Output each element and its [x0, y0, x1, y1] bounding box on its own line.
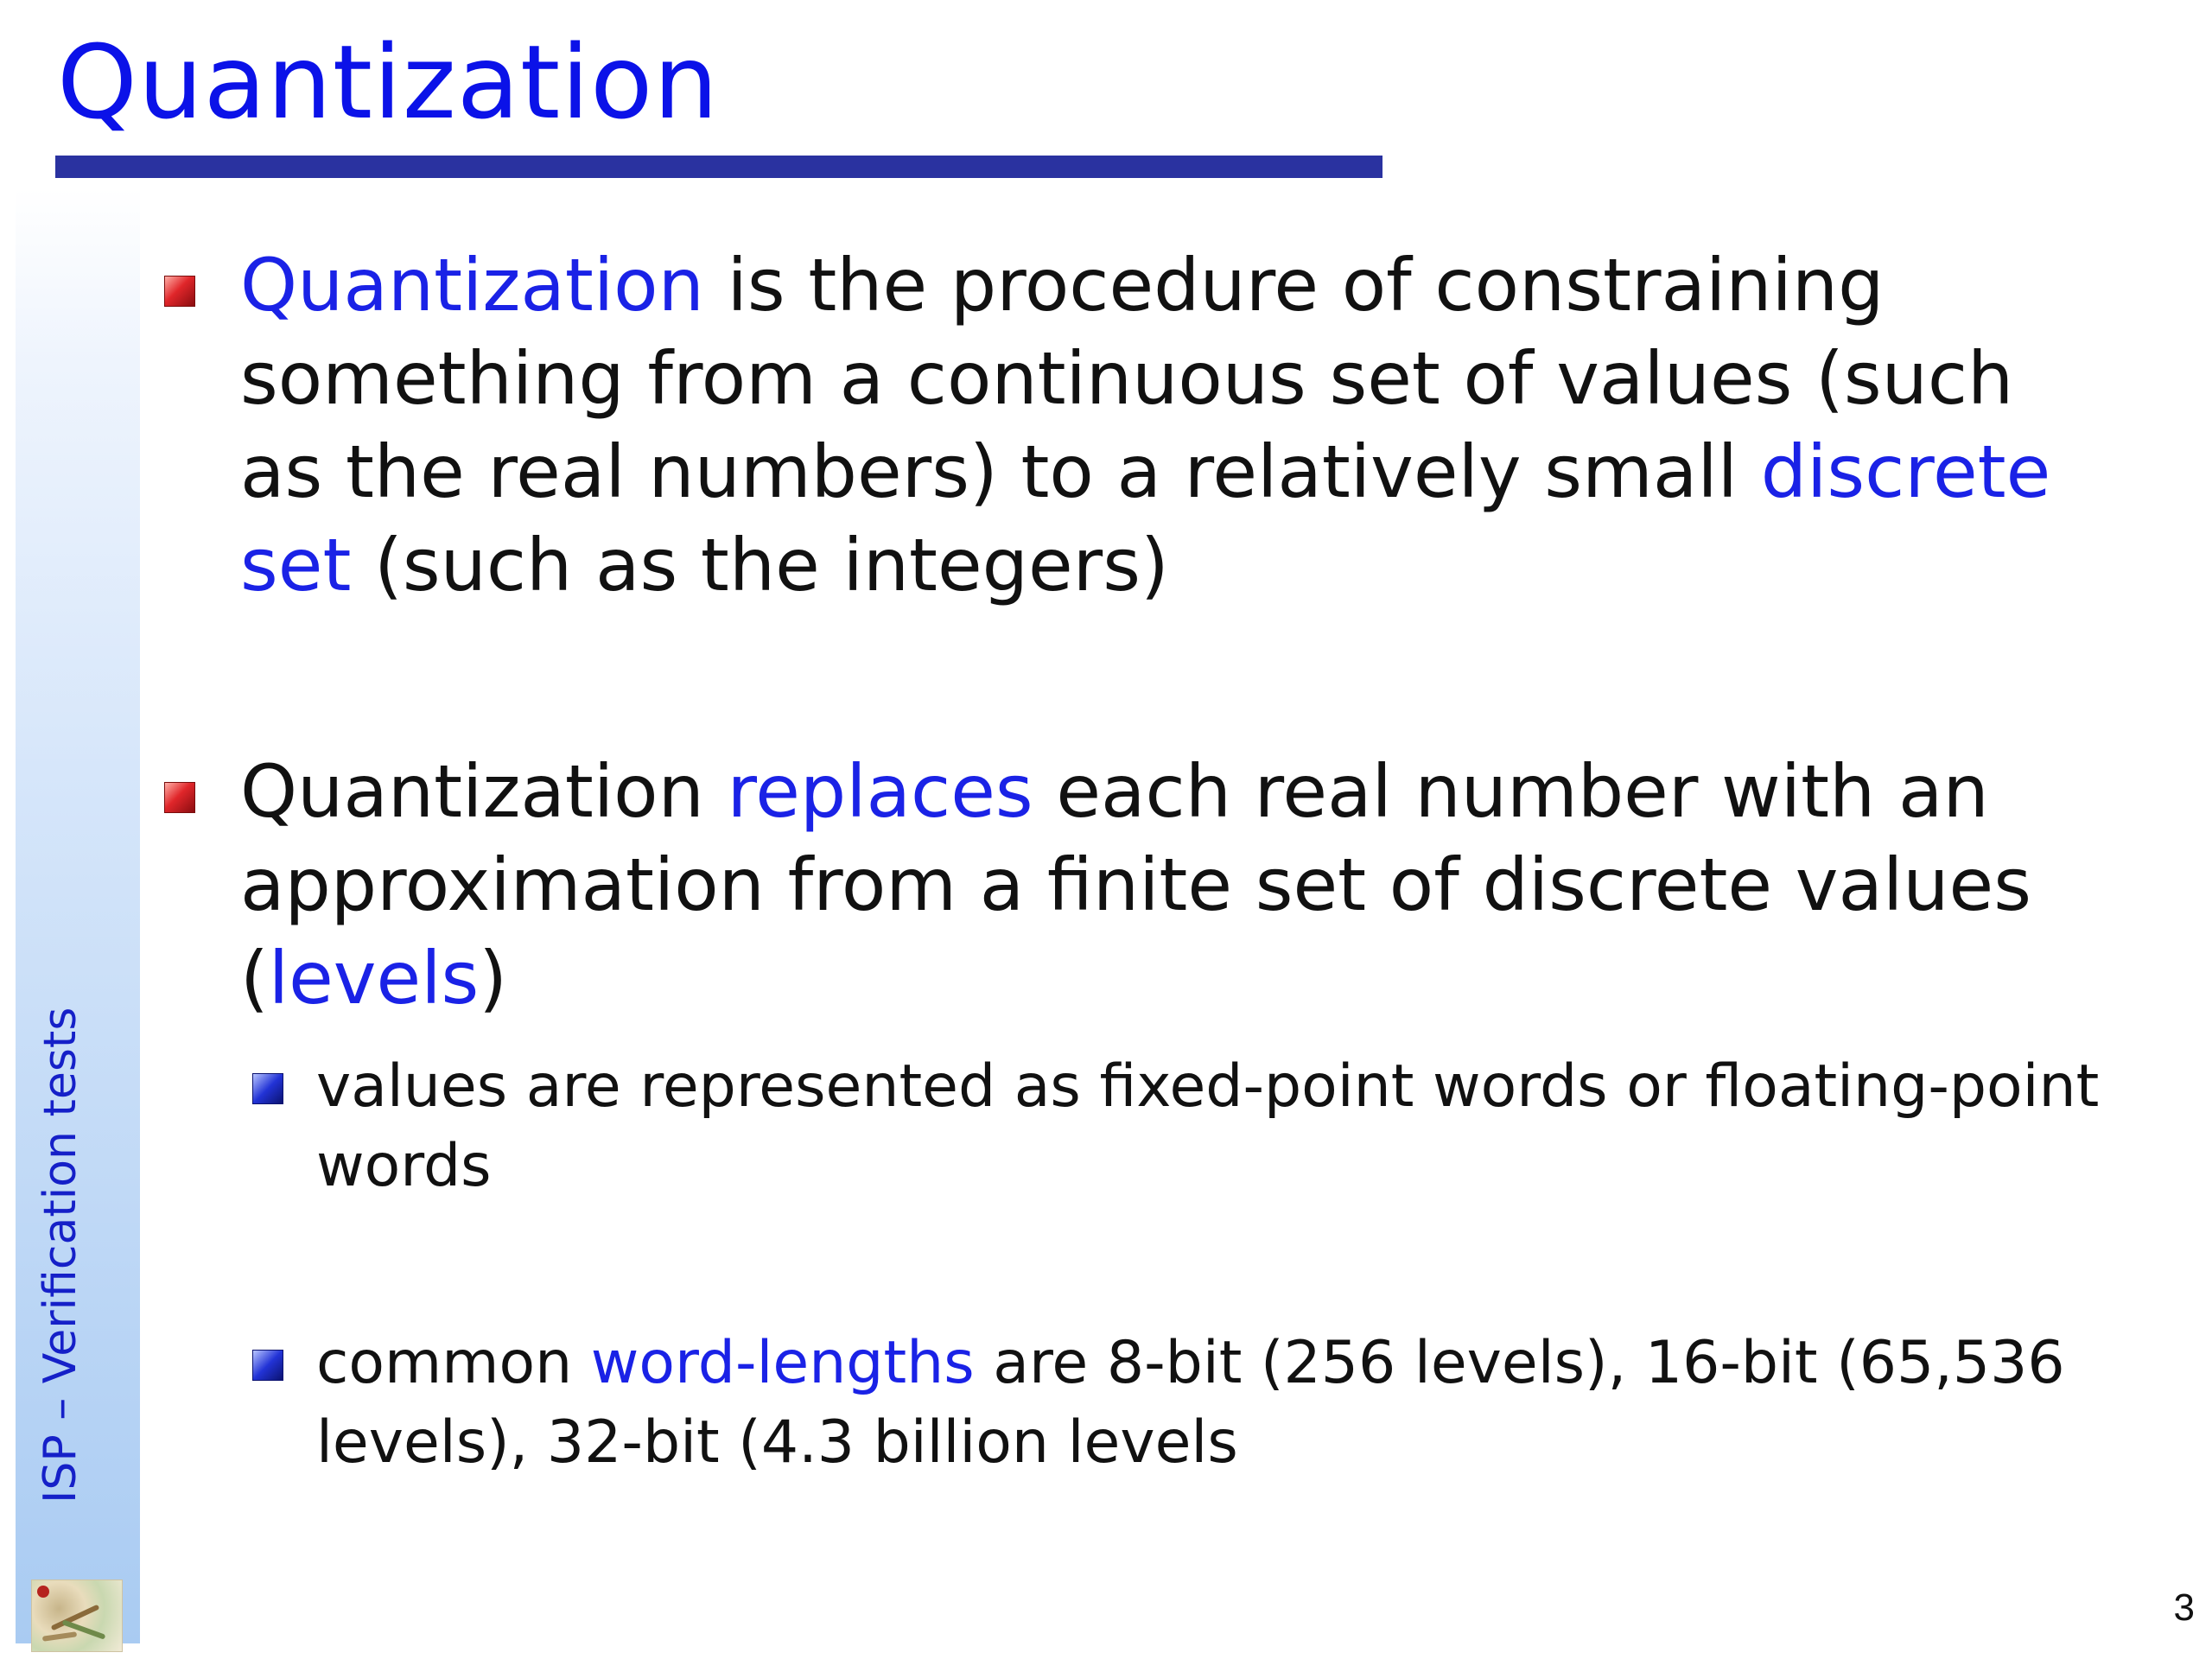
bullet-1-part-1: is the procedure of constraining something from a continuous set of values (such as the real numbers) to a relatively small [240, 243, 2014, 514]
blue-square-bullet-icon [252, 1073, 283, 1104]
title-underline [55, 156, 1382, 178]
red-square-bullet-icon [164, 276, 195, 307]
sub-bullet-1 [316, 1047, 2113, 1206]
bullet-1-part-2: discrete set [240, 429, 2051, 607]
bullet-1-part-3: (such as the integers) [351, 523, 1169, 607]
bullet-2 [240, 745, 2107, 1025]
sub-bullet-2-part-0: common [316, 1329, 591, 1397]
page-number: 3 [2173, 1586, 2195, 1629]
sub-bullet-2-part-1: word-lengths [590, 1329, 975, 1397]
sub-bullet-2 [316, 1324, 2113, 1483]
bullet-1 [240, 238, 2107, 612]
slide-title: Quantization [57, 22, 720, 142]
bullet-2-part-2: each real number with an approximation from a finite set of discrete values ( [240, 749, 2031, 1020]
sub-bullet-1-part-0: values are represented as fixed-point words or floating-point words [316, 1052, 2100, 1200]
bullet-2-part-0: Quantization [240, 749, 728, 834]
side-label: ISP – Verification tests [35, 1007, 86, 1503]
bullet-2-part-3: levels [268, 936, 480, 1020]
red-square-bullet-icon [164, 782, 195, 813]
bullet-1-part-0: Quantization [240, 243, 704, 327]
bullet-2-part-1: replaces [727, 749, 1033, 834]
sub-bullet-2-part-2: are 8-bit (256 levels), 16-bit (65,536 levels), 32-bit (4.3 billion levels [316, 1329, 2065, 1477]
bullet-2-part-4: ) [479, 936, 508, 1020]
logo-icon [31, 1580, 123, 1652]
blue-square-bullet-icon [252, 1350, 283, 1381]
